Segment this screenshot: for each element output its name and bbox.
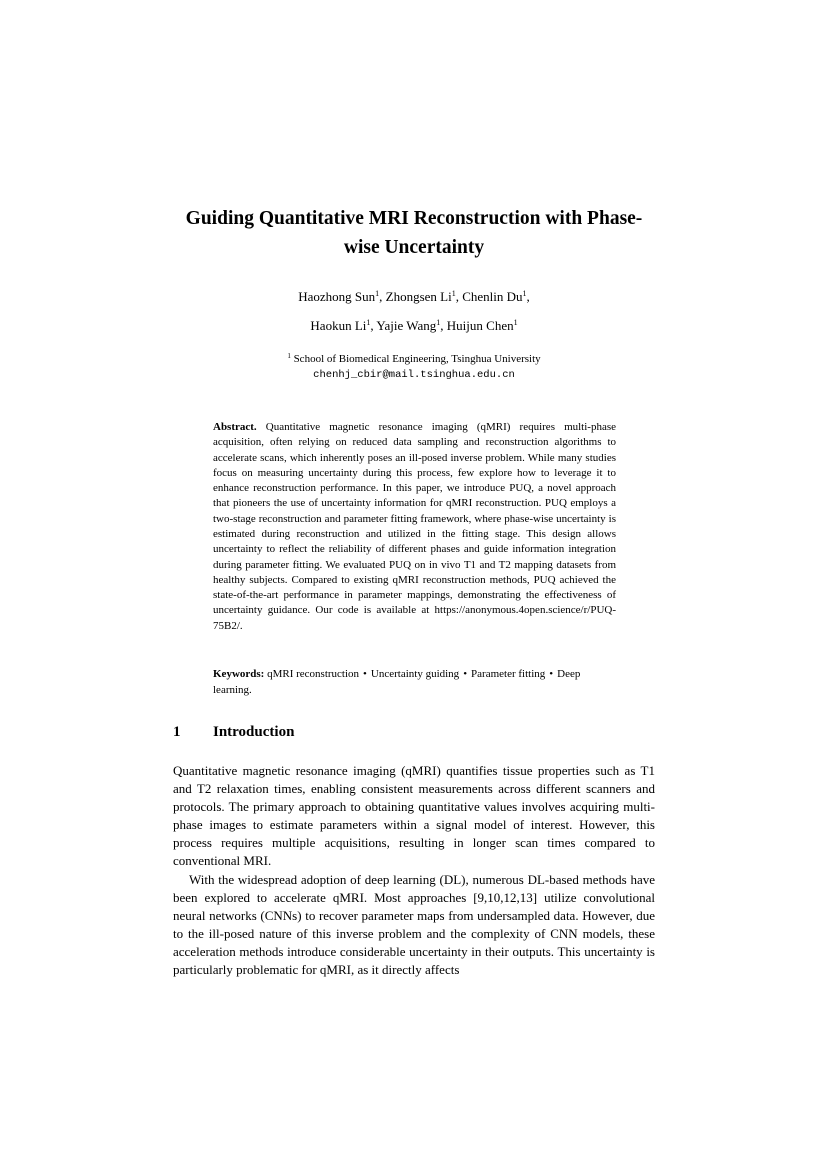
paragraph: Quantitative magnetic resonance imaging (qMRI) quantifies tissue properties such as T1 and T2 relaxation times, enabling consistent measurements across different scanners and protocols. The primary approach to obtaining quantitative values involves acquiring multi-phase images to estimate parameters within a signal model of interest. However, this process requires multiple acquisitions, resulting in longer scan times compared to conventional MRI. bbox=[173, 763, 655, 869]
body-text bbox=[173, 762, 655, 979]
paper-title bbox=[150, 204, 678, 262]
section-heading bbox=[173, 724, 294, 741]
title-line-2: wise Uncertainty bbox=[343, 237, 485, 258]
author-affiliation-mark: 1 bbox=[513, 318, 518, 327]
keyword: qMRI reconstruction bbox=[267, 668, 360, 680]
author-affiliation-mark: 1 bbox=[366, 318, 371, 327]
author-separator: , bbox=[379, 289, 386, 304]
author-affiliation-mark: 1 bbox=[522, 289, 527, 298]
keyword-separator: • bbox=[549, 668, 554, 680]
author-separator: , bbox=[370, 318, 377, 333]
abstract-label: Abstract. bbox=[213, 421, 257, 433]
author-name: Haozhong Sun bbox=[298, 289, 376, 304]
affiliation-mark: 1 bbox=[287, 352, 291, 360]
author-line-1 bbox=[150, 289, 678, 305]
title-line-1: Guiding Quantitative MRI Reconstruction with Phase- bbox=[185, 208, 643, 229]
author-separator: , bbox=[455, 289, 463, 304]
author-name: Zhongsen Li bbox=[385, 289, 452, 304]
section-title: Introduction bbox=[213, 724, 295, 740]
keyword: Parameter fitting bbox=[471, 668, 546, 680]
keywords-label: Keywords: bbox=[213, 668, 265, 680]
author-affiliation-mark: 1 bbox=[436, 318, 441, 327]
section-number: 1 bbox=[173, 724, 181, 740]
author-name: Haokun Li bbox=[310, 318, 367, 333]
author-email[interactable]: chenhj_cbir@mail.tsinghua.edu.cn bbox=[313, 369, 515, 381]
abstract bbox=[213, 420, 616, 634]
author-name: Yajie Wang bbox=[376, 318, 437, 333]
keyword: Uncertainty guiding bbox=[370, 668, 460, 680]
affiliation bbox=[150, 348, 678, 383]
paragraph: With the widespread adoption of deep learning (DL), numerous DL-based methods have been explored to accelerate qMRI. Most approaches [9,10,12,13] utilize convolutional neural networks (CNNs) to recover parameter maps from undersampled data. However, due to the ill-posed nature of this inverse problem and the complexity of CNN models, these acceleration methods introduce considerable uncertainty in their outputs. This uncertainty is particularly problematic for qMRI, as it directly affects bbox=[173, 871, 655, 978]
author-affiliation-mark: 1 bbox=[375, 289, 380, 298]
author-name: Chenlin Du bbox=[462, 289, 523, 304]
abstract-text: Quantitative magnetic resonance imaging (qMRI) requires multi-phase acquisition, often relying on reduced data sampling and reconstruction algorithms to accelerate scans, which inherently poses an ill-posed inverse problem. While many studies focus on measuring uncertainty during this process, few explore how to leverage it to enhance reconstruction performance. In this paper, we introduce PUQ, a novel approach that pioneers the use of uncertainty information for qMRI reconstruction. PUQ employs a two-stage reconstruction and parameter fitting framework, where phase-wise uncertainty is estimated during reconstruction and utilized in the fitting stage. This design allows uncertainty to reflect the reliability of different phases and guide information integration during parameter fitting. We evaluated PUQ on in vivo T1 and T2 mapping datasets from healthy subjects. Compared to existing qMRI reconstruction methods, PUQ achieved the state-of-the-art performance in parameter mappings, demonstrating the effectiveness of uncertainty guidance. Our code is available at https://anonymous.4open.science/r/PUQ-75B2/. bbox=[213, 421, 616, 632]
author-line-2 bbox=[150, 318, 678, 334]
author-name: Huijun Chen bbox=[446, 318, 514, 333]
affiliation-text: School of Biomedical Engineering, Tsinghua University bbox=[293, 353, 541, 365]
keyword-separator: • bbox=[363, 668, 367, 680]
author-separator: , bbox=[526, 289, 530, 304]
keyword-separator: • bbox=[463, 668, 468, 680]
keywords bbox=[213, 666, 616, 698]
author-separator: , bbox=[440, 318, 447, 333]
author-affiliation-mark: 1 bbox=[451, 289, 456, 298]
keyword: Deep learning. bbox=[213, 668, 581, 696]
